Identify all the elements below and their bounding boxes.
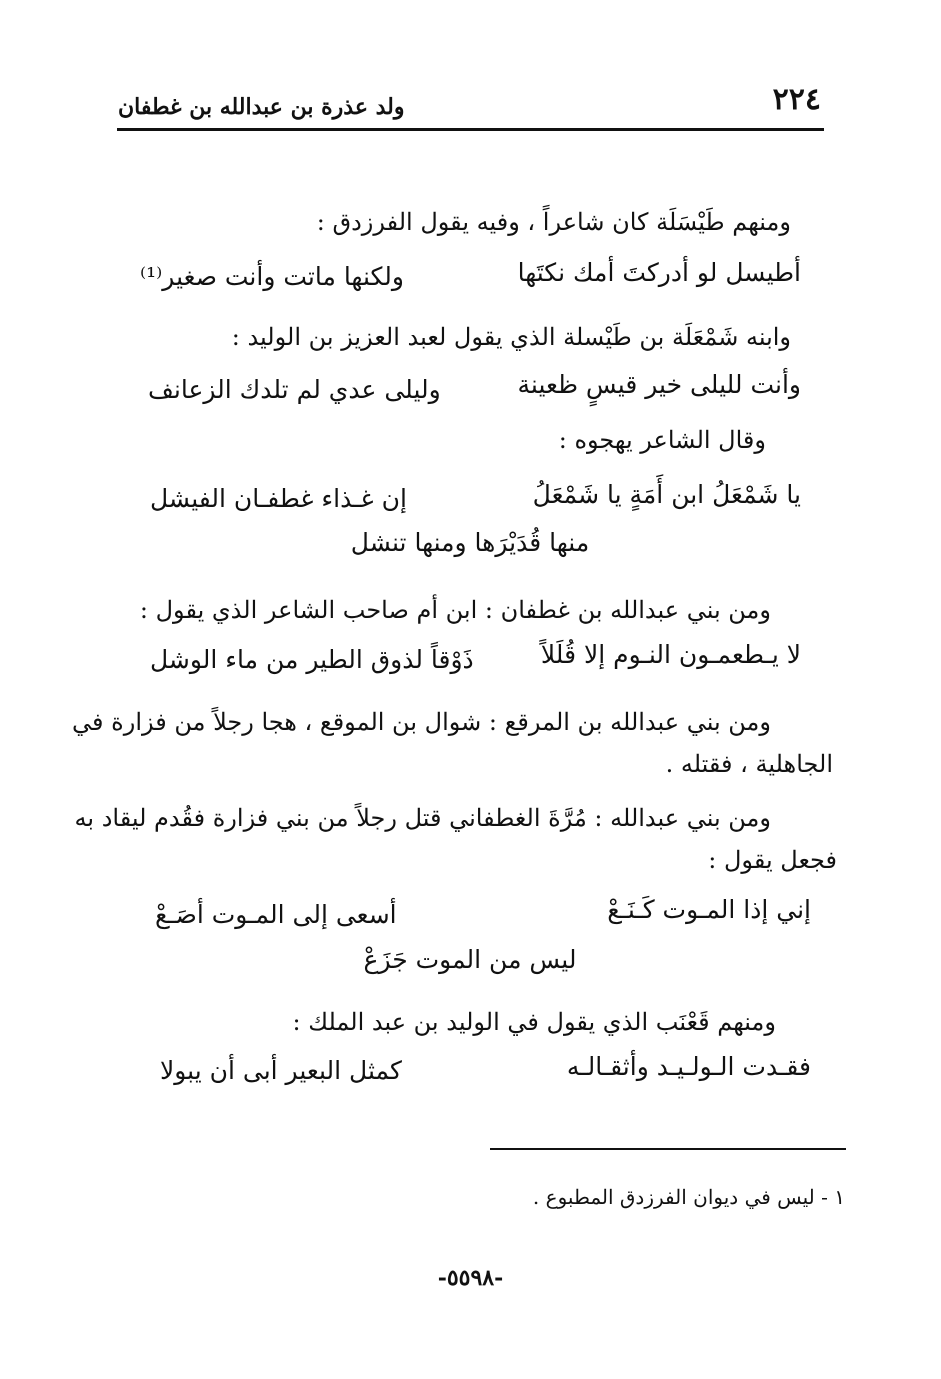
paragraph-6-line-1: ومن بني عبدالله : مُرَّةَ الغطفاني قتل رجلاً من بني فزارة فقُدم ليقاد به <box>74 804 771 832</box>
verse-4-hemistich-2: ذَوْقاً لذوق الطير من ماء الوشل <box>150 645 474 674</box>
paragraph-2: وابنه شَمْعَلَة بن طَيْسلة الذي يقول لعبد العزيز بن الوليد : <box>231 323 791 351</box>
paragraph-6-line-2: فجعل يقول : <box>708 846 837 874</box>
verse-6-hemistich-3: ليس من الموت جَزَعْ <box>363 945 577 974</box>
verse-7-hemistich-1: فقـدت الـولـيـد وأثقـالـه <box>566 1052 811 1081</box>
footnote-rule <box>490 1148 846 1150</box>
footnote: ١ - ليس في ديوان الفرزدق المطبوع . <box>532 1185 845 1209</box>
verse-4-hemistich-1: لا يـطعمـون النـوم إلا قُلَلاً <box>540 640 801 669</box>
header-rule <box>117 128 824 131</box>
paragraph-4: ومن بني عبدالله بن غطفان : ابن أم صاحب الشاعر الذي يقول : <box>139 596 771 624</box>
verse-3-hemistich-1: يا شَمْعَلُ ابن أَمَةٍ يا شَمْعَلُ <box>532 480 801 509</box>
verse-6-hemistich-1: إني إذا المـوت كَـنَـعْ <box>607 895 811 924</box>
paragraph-5-line-2: الجاهلية ، فقتله . <box>665 750 833 778</box>
paragraph-3: وقال الشاعر يهجوه : <box>558 426 766 454</box>
page-number: ٢٢٤ <box>772 82 821 117</box>
folio-number: -٥٥٩٨- <box>437 1265 504 1291</box>
paragraph-5-line-1: ومن بني عبدالله بن المرقع : شوال بن الموقع ، هجا رجلاً من فزارة في <box>72 708 771 736</box>
verse-1-hemistich-1: أطيسل لو أدركتَ أمك نكتَها <box>517 258 801 287</box>
verse-1-hemistich-2: ولكنها ماتت وأنت صغير⁽¹⁾ <box>140 262 404 291</box>
paragraph-1: ومنهم طَيْسَلَة كان شاعراً ، وفيه يقول الفرزدق : <box>316 208 791 236</box>
verse-3-hemistich-2: إن غـذاء غطفـان الفيشل <box>150 484 407 513</box>
running-title: ولد عذرة بن عبدالله بن غطفان <box>118 94 405 120</box>
verse-3-hemistich-3: منها قُدَيْرَها ومنها تنشل <box>350 528 590 557</box>
verse-7-hemistich-2: كمثل البعير أبى أن يبولا <box>160 1056 402 1085</box>
paragraph-7: ومنهم قَعْنَب الذي يقول في الوليد بن عبد الملك : <box>292 1008 776 1036</box>
verse-2-hemistich-2: وليلى عدي لم تلدك الزعانف <box>148 375 441 404</box>
verse-6-hemistich-2: أسعى إلى المـوت أصَـعْ <box>155 900 397 929</box>
verse-2-hemistich-1: وأنت لليلى خير قيسٍ ظعينة <box>517 370 801 399</box>
